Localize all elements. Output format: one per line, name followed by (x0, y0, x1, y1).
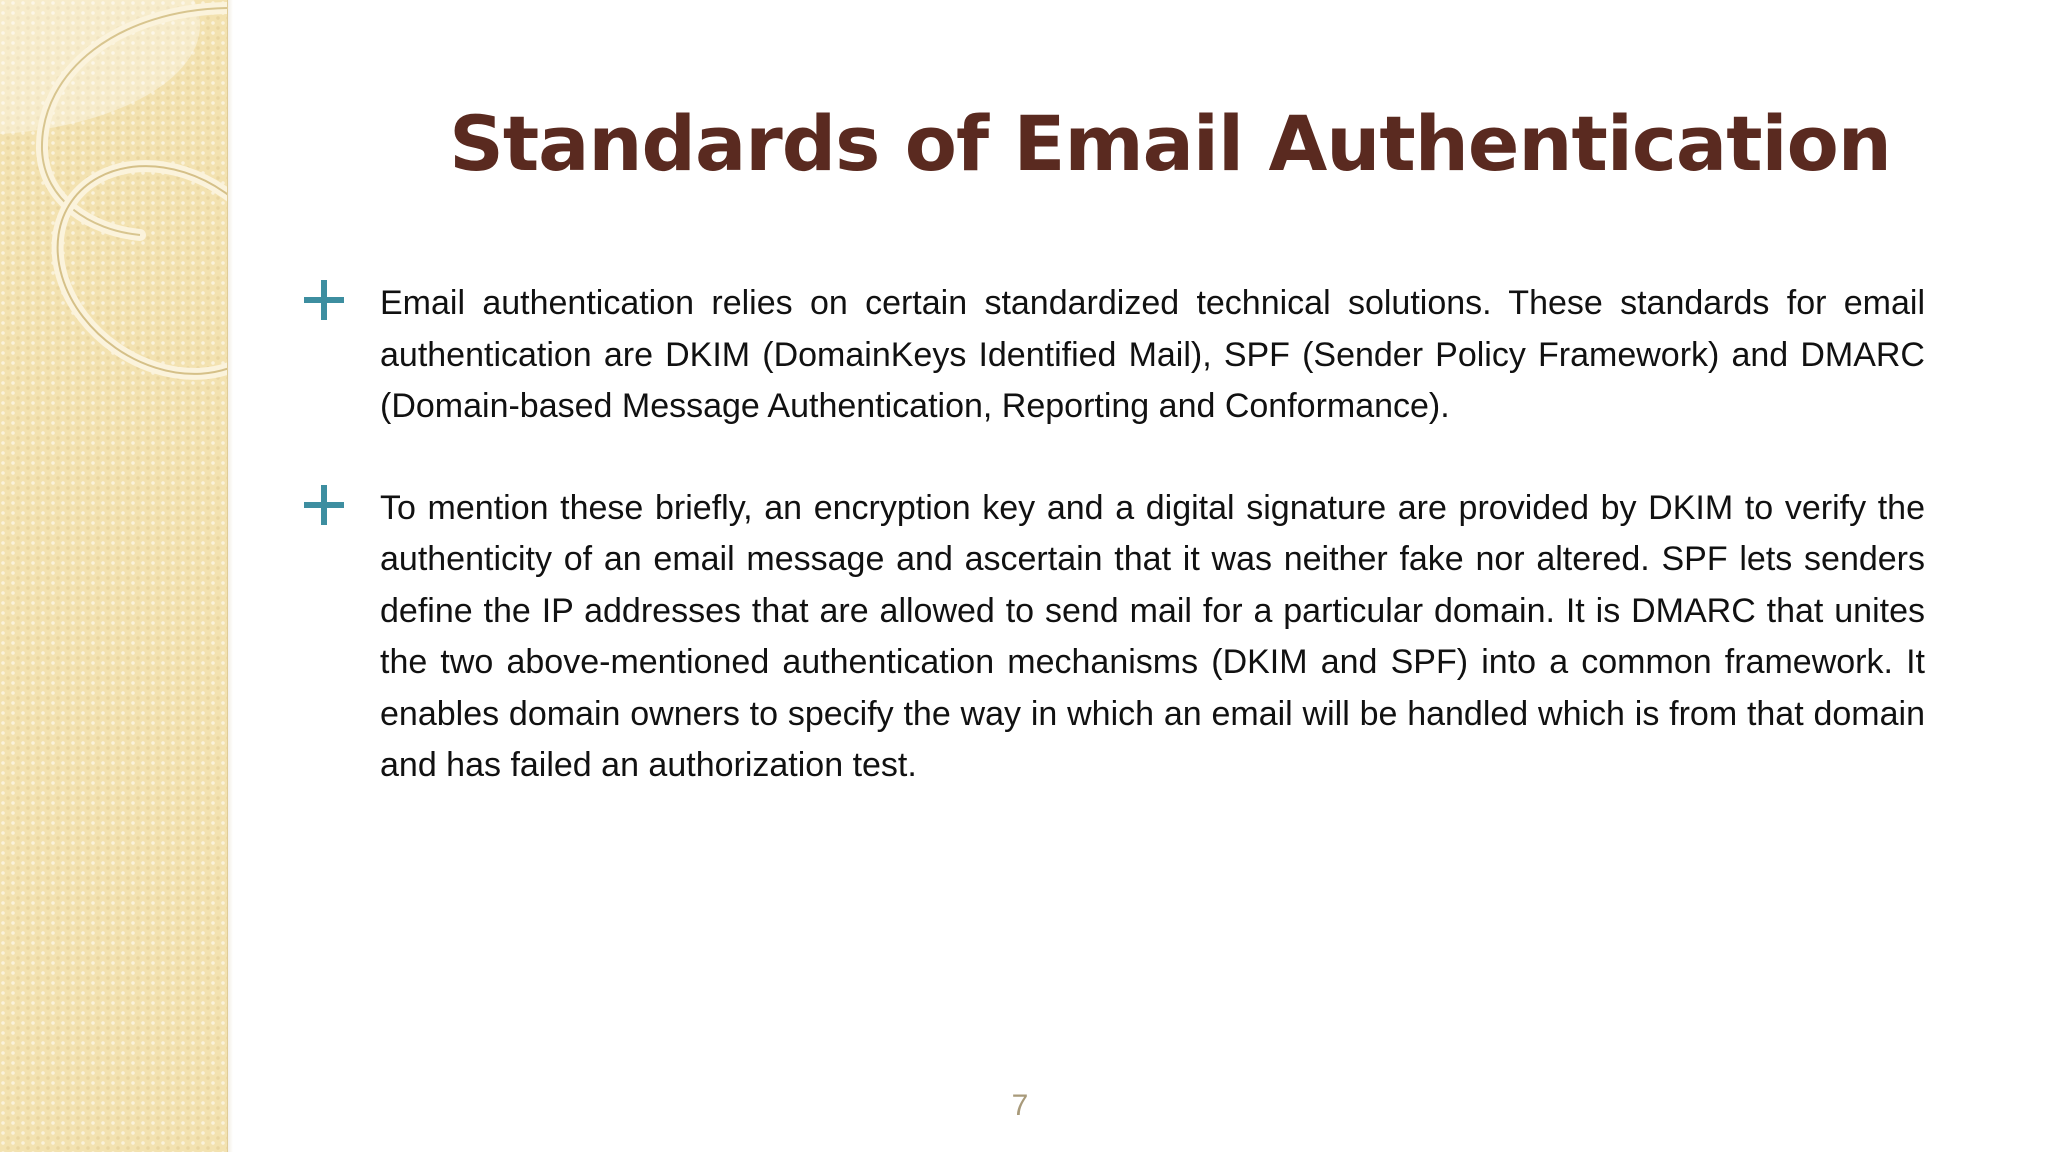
bullet-item (300, 483, 1925, 792)
bullet-list (300, 278, 1925, 842)
side-panel (0, 0, 228, 1152)
slide-title: Standards of Email Authentication (449, 99, 1891, 188)
side-panel-edge (227, 0, 233, 1152)
ring-ornament-icon (0, 0, 227, 420)
bullet-text: Email authentication relies on certain standardized technical solutions. These standards for email authentication are DKIM (DomainKeys Identified Mail), SPF (Sender Policy Framework) and DMARC (Domain-based Message Authentication, Reporting and Conformance). (380, 284, 1925, 425)
page-number: 7 (1011, 1089, 1029, 1122)
plus-icon (304, 485, 344, 525)
plus-icon (304, 280, 344, 320)
bullet-text: To mention these briefly, an encryption key and a digital signature are provided by DKIM to verify the authenticity of an email message and ascertain that it was neither fake nor altered. SPF lets senders define the IP addresses that are allowed to send mail for a particular domain. It is DMARC that unites the two above-mentioned authentication mechanisms (DKIM and SPF) into a common framework. It enables domain owners to specify the way in which an email will be handled which is from that domain and has failed an authorization test. (380, 488, 1925, 784)
bullet-item (300, 278, 1925, 433)
